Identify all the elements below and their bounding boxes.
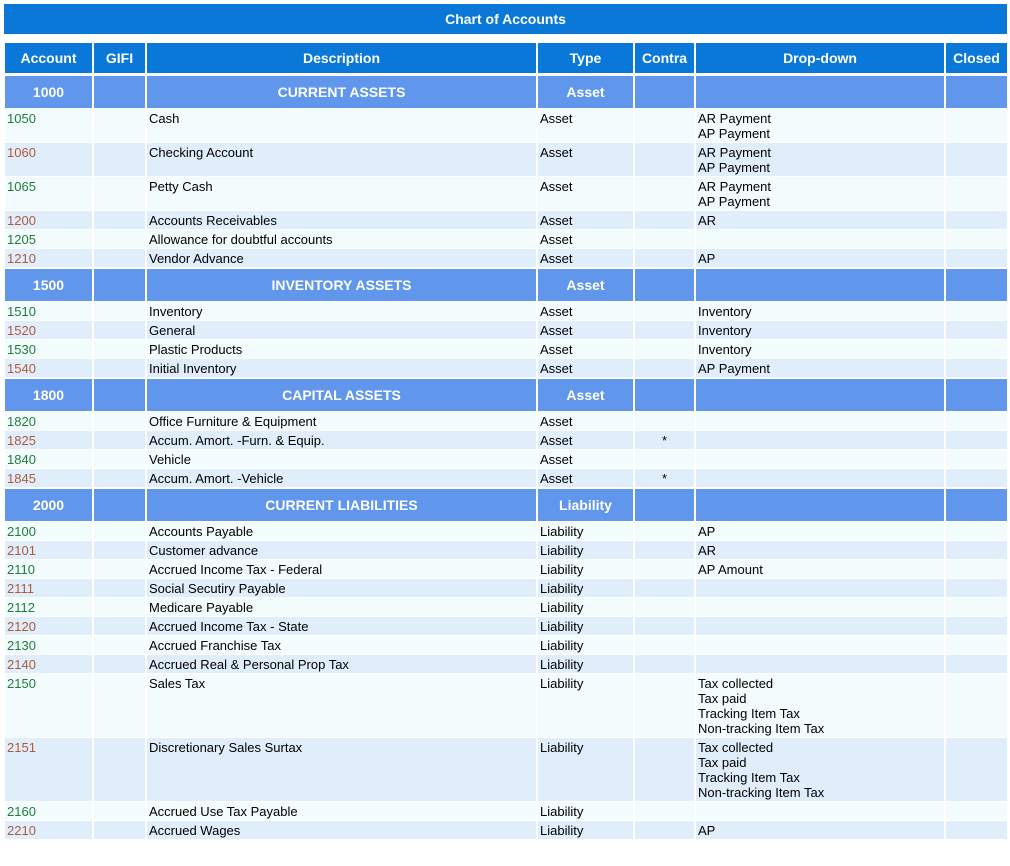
heading-closed [946, 268, 1007, 302]
type-cell: Asset [538, 431, 633, 450]
contra-cell [635, 674, 694, 738]
dropdown-value: AR [698, 213, 717, 228]
dropdown-value: AP Payment [698, 126, 771, 141]
heading-dropdown [696, 488, 944, 522]
dropdown-cell [696, 655, 944, 674]
account-number-link[interactable]: 2160 [5, 802, 92, 821]
account-number-link[interactable]: 2140 [5, 655, 92, 674]
account-number-link[interactable]: 1050 [5, 109, 92, 143]
account-row[interactable] [5, 211, 1007, 230]
dropdown-cell [696, 109, 944, 143]
heading-closed [946, 488, 1007, 522]
account-row[interactable] [5, 249, 1007, 268]
heading-type: Liability [538, 488, 633, 522]
heading-contra [635, 75, 694, 109]
dropdown-cell [696, 340, 944, 359]
gifi-cell [94, 450, 145, 469]
account-row[interactable] [5, 230, 1007, 249]
table-header-row [5, 43, 1007, 75]
closed-cell [946, 412, 1007, 431]
account-number-link[interactable]: 1530 [5, 340, 92, 359]
description-cell: Accum. Amort. -Vehicle [147, 469, 536, 488]
account-row[interactable] [5, 412, 1007, 431]
dropdown-cell [696, 617, 944, 636]
account-number-link[interactable]: 2130 [5, 636, 92, 655]
closed-cell [946, 674, 1007, 738]
dropdown-cell [696, 359, 944, 378]
gifi-cell [94, 802, 145, 821]
closed-cell [946, 802, 1007, 821]
dropdown-cell [696, 674, 944, 738]
closed-cell [946, 177, 1007, 211]
contra-cell [635, 143, 694, 177]
description-cell: Accum. Amort. -Furn. & Equip. [147, 431, 536, 450]
dropdown-value: AP Payment [698, 160, 771, 175]
dropdown-value: Tracking Item Tax [698, 770, 800, 785]
type-cell: Liability [538, 802, 633, 821]
account-number-link[interactable]: 1825 [5, 431, 92, 450]
dropdown-cell [696, 598, 944, 617]
heading-gifi [94, 75, 145, 109]
gifi-cell [94, 598, 145, 617]
account-row[interactable] [5, 598, 1007, 617]
contra-cell [635, 522, 694, 541]
description-cell: Allowance for doubtful accounts [147, 230, 536, 249]
account-number-link[interactable]: 1840 [5, 450, 92, 469]
closed-cell [946, 541, 1007, 560]
gifi-cell [94, 249, 145, 268]
closed-cell [946, 431, 1007, 450]
heading-gifi [94, 488, 145, 522]
heading-title: CURRENT ASSETS [147, 75, 536, 109]
dropdown-cell [696, 802, 944, 821]
heading-type: Asset [538, 378, 633, 412]
heading-gifi [94, 268, 145, 302]
closed-cell [946, 469, 1007, 488]
heading-row [5, 378, 1007, 412]
type-cell: Liability [538, 522, 633, 541]
account-number-link[interactable]: 2100 [5, 522, 92, 541]
gifi-cell [94, 431, 145, 450]
heading-title: CAPITAL ASSETS [147, 378, 536, 412]
dropdown-value: AR Payment [698, 145, 771, 160]
contra-cell [635, 211, 694, 230]
description-cell: Accounts Receivables [147, 211, 536, 230]
heading-dropdown [696, 268, 944, 302]
description-cell: Office Furniture & Equipment [147, 412, 536, 431]
account-number-link[interactable]: 2120 [5, 617, 92, 636]
closed-cell [946, 738, 1007, 802]
type-cell: Asset [538, 469, 633, 488]
dropdown-value: AP [698, 823, 716, 838]
dropdown-cell [696, 469, 944, 488]
account-row[interactable] [5, 560, 1007, 579]
dropdown-value: AR Payment [698, 111, 771, 126]
heading-type: Asset [538, 268, 633, 302]
account-row[interactable] [5, 821, 1007, 840]
gifi-cell [94, 177, 145, 211]
heading-dropdown [696, 75, 944, 109]
closed-cell [946, 211, 1007, 230]
heading-account: 1000 [5, 75, 92, 109]
account-row[interactable] [5, 636, 1007, 655]
closed-cell [946, 598, 1007, 617]
dropdown-cell [696, 143, 944, 177]
account-number-link[interactable]: 1845 [5, 469, 92, 488]
account-row[interactable] [5, 738, 1007, 802]
dropdown-cell [696, 302, 944, 321]
account-row[interactable] [5, 541, 1007, 560]
account-number-link[interactable]: 2210 [5, 821, 92, 840]
closed-cell [946, 109, 1007, 143]
account-number-link[interactable]: 1540 [5, 359, 92, 378]
contra-cell [635, 821, 694, 840]
account-row[interactable] [5, 431, 1007, 450]
closed-cell [946, 522, 1007, 541]
description-cell: Inventory [147, 302, 536, 321]
dropdown-cell [696, 579, 944, 598]
account-row[interactable] [5, 674, 1007, 738]
contra-cell [635, 302, 694, 321]
dropdown-value: Tax collected [698, 740, 774, 755]
description-cell: Vehicle [147, 450, 536, 469]
contra-cell [635, 598, 694, 617]
description-cell: Sales Tax [147, 674, 536, 738]
description-cell: Petty Cash [147, 177, 536, 211]
type-cell: Asset [538, 321, 633, 340]
description-cell: Cash [147, 109, 536, 143]
gifi-cell [94, 412, 145, 431]
account-row[interactable] [5, 340, 1007, 359]
gifi-cell [94, 738, 145, 802]
dropdown-value: Tracking Item Tax [698, 706, 800, 721]
column-header-contra[interactable]: Contra [635, 43, 694, 75]
type-cell: Asset [538, 211, 633, 230]
type-cell: Liability [538, 560, 633, 579]
account-number-link[interactable]: 2101 [5, 541, 92, 560]
dropdown-value: Tax collected [698, 676, 774, 691]
dropdown-value: Non-tracking Item Tax [698, 785, 825, 800]
description-cell: Accrued Income Tax - State [147, 617, 536, 636]
contra-cell [635, 249, 694, 268]
dropdown-cell [696, 522, 944, 541]
heading-title: INVENTORY ASSETS [147, 268, 536, 302]
account-number-link[interactable]: 1065 [5, 177, 92, 211]
contra-cell [635, 802, 694, 821]
type-cell: Asset [538, 302, 633, 321]
account-number-link[interactable]: 1520 [5, 321, 92, 340]
dropdown-cell [696, 560, 944, 579]
dropdown-value: AR Payment [698, 179, 771, 194]
gifi-cell [94, 560, 145, 579]
account-number-link[interactable]: 2112 [5, 598, 92, 617]
gifi-cell [94, 674, 145, 738]
gifi-cell [94, 302, 145, 321]
accounts-table-body [5, 75, 1007, 840]
dropdown-cell [696, 431, 944, 450]
type-cell: Asset [538, 340, 633, 359]
gifi-cell [94, 541, 145, 560]
description-cell: Accrued Use Tax Payable [147, 802, 536, 821]
account-row[interactable] [5, 469, 1007, 488]
closed-cell [946, 359, 1007, 378]
gifi-cell [94, 636, 145, 655]
type-cell: Liability [538, 821, 633, 840]
dropdown-cell [696, 412, 944, 431]
closed-cell [946, 450, 1007, 469]
gifi-cell [94, 359, 145, 378]
account-number-link[interactable]: 2150 [5, 674, 92, 738]
contra-cell [635, 359, 694, 378]
dropdown-value: AP Payment [698, 194, 771, 209]
account-number-link[interactable]: 2111 [5, 579, 92, 598]
dropdown-cell [696, 541, 944, 560]
column-header-gifi[interactable]: GIFI [94, 43, 145, 75]
contra-cell [635, 541, 694, 560]
account-number-link[interactable]: 1205 [5, 230, 92, 249]
contra-cell [635, 636, 694, 655]
account-number-link[interactable]: 1060 [5, 143, 92, 177]
type-cell: Asset [538, 450, 633, 469]
dropdown-value: AP Amount [698, 562, 763, 577]
closed-cell [946, 655, 1007, 674]
account-row[interactable] [5, 450, 1007, 469]
heading-row [5, 488, 1007, 522]
heading-account: 2000 [5, 488, 92, 522]
contra-cell [635, 412, 694, 431]
description-cell: Accrued Franchise Tax [147, 636, 536, 655]
dropdown-value: Non-tracking Item Tax [698, 721, 825, 736]
account-number-link[interactable]: 1200 [5, 211, 92, 230]
closed-cell [946, 560, 1007, 579]
gifi-cell [94, 340, 145, 359]
dropdown-value: AP Payment [698, 361, 771, 376]
closed-cell [946, 617, 1007, 636]
gifi-cell [94, 821, 145, 840]
dropdown-value: AR [698, 543, 717, 558]
contra-cell [635, 579, 694, 598]
heading-contra [635, 268, 694, 302]
contra-cell [635, 177, 694, 211]
type-cell: Liability [538, 541, 633, 560]
description-cell: Accounts Payable [147, 522, 536, 541]
closed-cell [946, 230, 1007, 249]
type-cell: Liability [538, 674, 633, 738]
heading-closed [946, 75, 1007, 109]
gifi-cell [94, 143, 145, 177]
gifi-cell [94, 321, 145, 340]
heading-dropdown [696, 378, 944, 412]
gifi-cell [94, 109, 145, 143]
account-row[interactable] [5, 802, 1007, 821]
closed-cell [946, 321, 1007, 340]
heading-account: 1500 [5, 268, 92, 302]
dropdown-cell [696, 230, 944, 249]
gifi-cell [94, 522, 145, 541]
contra-cell: * [635, 469, 694, 488]
dropdown-value: Tax paid [698, 755, 747, 770]
page-title: Chart of Accounts [4, 4, 1007, 34]
heading-contra [635, 378, 694, 412]
dropdown-value: AP [698, 251, 716, 266]
closed-cell [946, 821, 1007, 840]
type-cell: Liability [538, 598, 633, 617]
gifi-cell [94, 617, 145, 636]
closed-cell [946, 143, 1007, 177]
contra-cell: * [635, 431, 694, 450]
description-cell: Accrued Income Tax - Federal [147, 560, 536, 579]
column-header-account[interactable]: Account [5, 43, 92, 75]
contra-cell [635, 109, 694, 143]
description-cell: Customer advance [147, 541, 536, 560]
type-cell: Liability [538, 617, 633, 636]
column-header-closed[interactable]: Closed [946, 43, 1007, 75]
account-number-link[interactable]: 2110 [5, 560, 92, 579]
type-cell: Asset [538, 109, 633, 143]
type-cell: Asset [538, 412, 633, 431]
heading-contra [635, 488, 694, 522]
type-cell: Asset [538, 177, 633, 211]
description-cell: Checking Account [147, 143, 536, 177]
closed-cell [946, 249, 1007, 268]
account-row[interactable] [5, 302, 1007, 321]
contra-cell [635, 617, 694, 636]
contra-cell [635, 738, 694, 802]
account-row[interactable] [5, 359, 1007, 378]
contra-cell [635, 340, 694, 359]
closed-cell [946, 636, 1007, 655]
heading-closed [946, 378, 1007, 412]
heading-gifi [94, 378, 145, 412]
heading-row [5, 268, 1007, 302]
dropdown-cell [696, 177, 944, 211]
account-row[interactable] [5, 579, 1007, 598]
closed-cell [946, 340, 1007, 359]
contra-cell [635, 321, 694, 340]
account-number-link[interactable]: 1820 [5, 412, 92, 431]
description-cell: Discretionary Sales Surtax [147, 738, 536, 802]
heading-title: CURRENT LIABILITIES [147, 488, 536, 522]
dropdown-value: Inventory [698, 304, 752, 319]
dropdown-value: AP [698, 524, 716, 539]
type-cell: Liability [538, 579, 633, 598]
accounts-table [3, 43, 1009, 840]
dropdown-value: Inventory [698, 323, 752, 338]
account-row[interactable] [5, 617, 1007, 636]
account-row[interactable] [5, 655, 1007, 674]
dropdown-value: Tax paid [698, 691, 747, 706]
account-row[interactable] [5, 109, 1007, 143]
description-cell: Medicare Payable [147, 598, 536, 617]
gifi-cell [94, 655, 145, 674]
column-header-dropdown[interactable]: Drop-down [696, 43, 944, 75]
dropdown-cell [696, 738, 944, 802]
description-cell: Social Secutiry Payable [147, 579, 536, 598]
column-header-type[interactable]: Type [538, 43, 633, 75]
contra-cell [635, 655, 694, 674]
description-cell: Accrued Real & Personal Prop Tax [147, 655, 536, 674]
type-cell: Asset [538, 230, 633, 249]
type-cell: Asset [538, 143, 633, 177]
closed-cell [946, 302, 1007, 321]
dropdown-value: Inventory [698, 342, 752, 357]
contra-cell [635, 450, 694, 469]
gifi-cell [94, 579, 145, 598]
type-cell: Liability [538, 636, 633, 655]
type-cell: Liability [538, 655, 633, 674]
dropdown-cell [696, 211, 944, 230]
heading-row [5, 75, 1007, 109]
dropdown-cell [696, 821, 944, 840]
dropdown-cell [696, 321, 944, 340]
description-cell: Initial Inventory [147, 359, 536, 378]
contra-cell [635, 230, 694, 249]
type-cell: Asset [538, 359, 633, 378]
closed-cell [946, 579, 1007, 598]
dropdown-cell [696, 450, 944, 469]
dropdown-cell [696, 636, 944, 655]
account-row[interactable] [5, 522, 1007, 541]
description-cell: General [147, 321, 536, 340]
description-cell: Vendor Advance [147, 249, 536, 268]
heading-type: Asset [538, 75, 633, 109]
type-cell: Liability [538, 738, 633, 802]
dropdown-cell [696, 249, 944, 268]
account-number-link[interactable]: 1510 [5, 302, 92, 321]
gifi-cell [94, 469, 145, 488]
contra-cell [635, 560, 694, 579]
account-row[interactable] [5, 143, 1007, 177]
account-number-link[interactable]: 1210 [5, 249, 92, 268]
description-cell: Accrued Wages [147, 821, 536, 840]
type-cell: Asset [538, 249, 633, 268]
account-row[interactable] [5, 321, 1007, 340]
gifi-cell [94, 211, 145, 230]
description-cell: Plastic Products [147, 340, 536, 359]
account-number-link[interactable]: 2151 [5, 738, 92, 802]
gifi-cell [94, 230, 145, 249]
column-header-description[interactable]: Description [147, 43, 536, 75]
heading-account: 1800 [5, 378, 92, 412]
account-row[interactable] [5, 177, 1007, 211]
